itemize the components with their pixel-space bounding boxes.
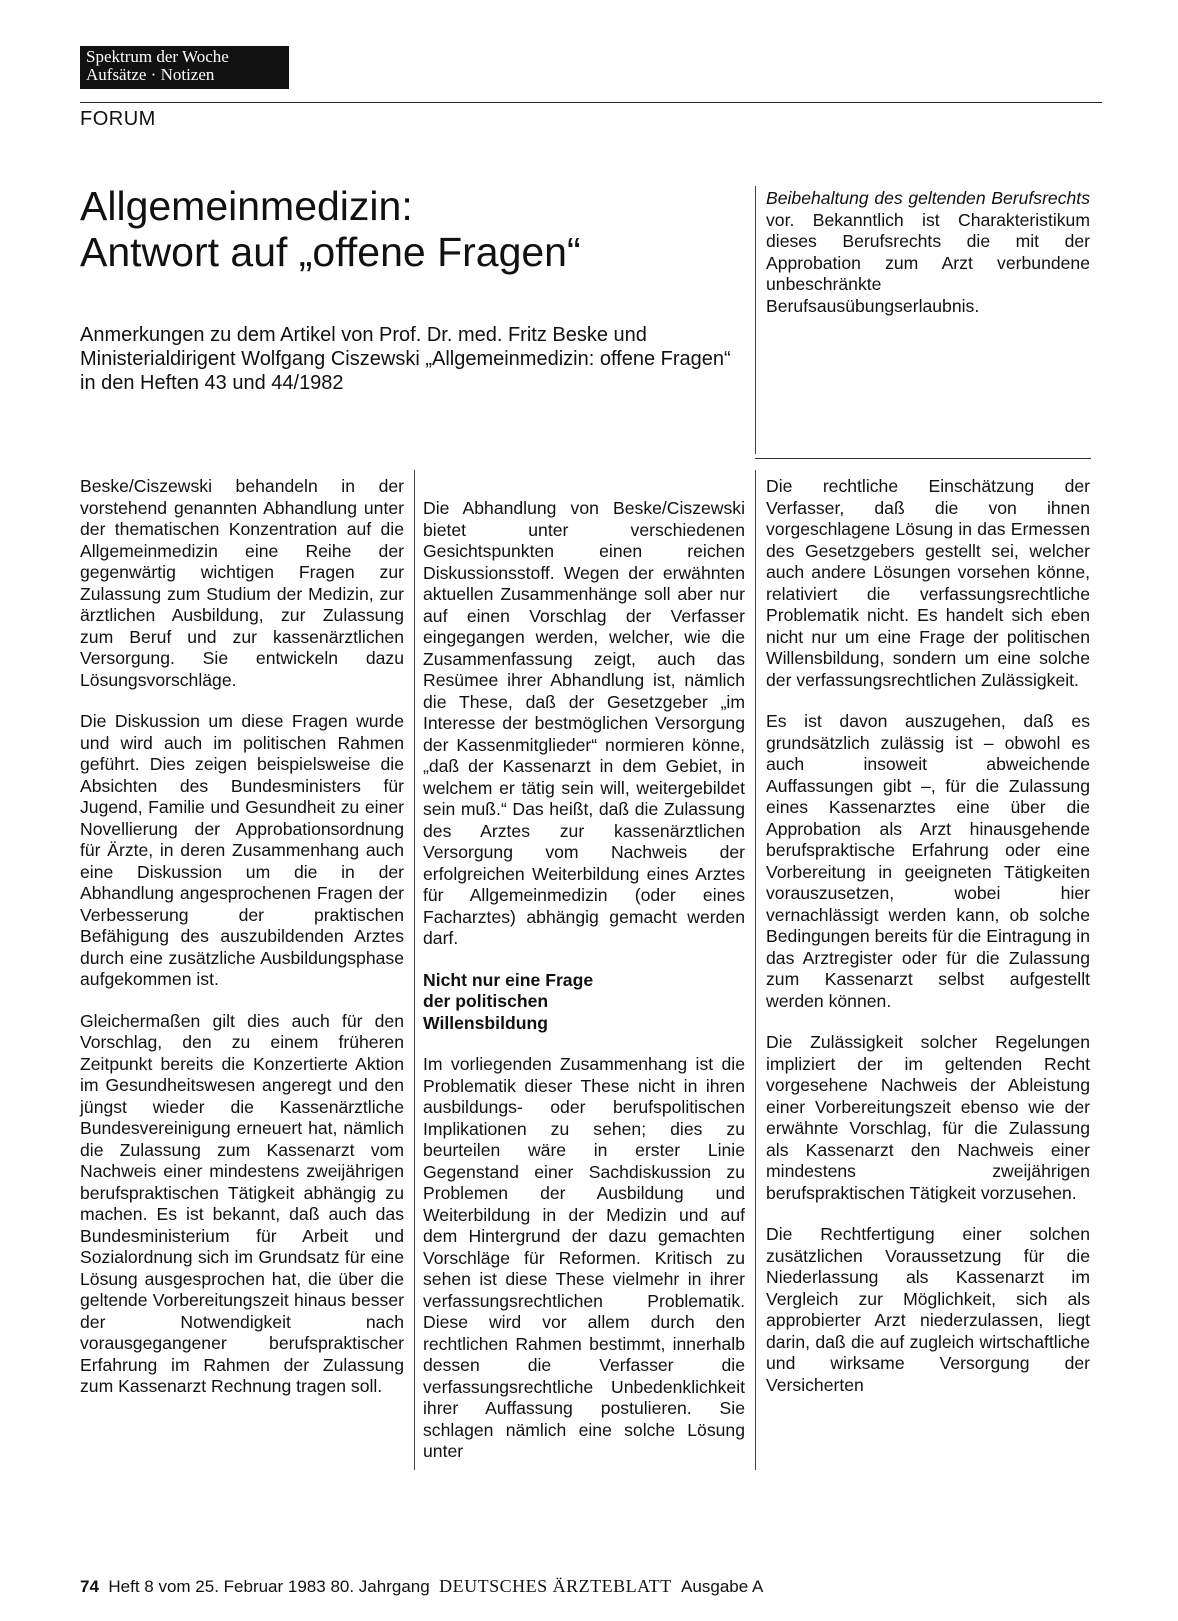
paragraph: Beske/Ciszewski behandeln in der vorstehend genannten Abhandlung unter der thematischen Konzentration auf die Allgemeinmedizin eine Reihe der gegenwärtig wichtigen Fragen zur Zulassung zum Studium der Medizin, zur ärztlichen Ausbildung, zur Zulassung zum Beruf und zur kassenärztlichen Versorgung. Sie entwickeln dazu Lösungsvorschläge. [80, 476, 404, 690]
paragraph-continuation: vor. Bekanntlich ist Charakteristikum dieses Berufsrechts die mit der Approbation zum Arzt verbundene unbeschränkte Berufsausübungserlaubnis. [766, 209, 1090, 316]
article-column-3-top [766, 188, 1090, 317]
paragraph: Die rechtliche Einschätzung der Verfasser, daß die von ihnen vorgeschlagene Lösung in das Ermessen des Gesetzgebers gestellt sei, welcher auch andere Lösungen vorsehen könne, relativiert die verfassungsrechtliche Problematik nicht. Es handelt sich eben nicht nur um eine Frage der politischen Willensbildung, sondern um eine solche der verfassungsrechtlichen Zulässigkeit. [766, 476, 1090, 690]
section-label-line1: Spektrum der Woche [86, 47, 229, 66]
title-line1: Allgemeinmedizin: [80, 183, 413, 229]
rubric-label: FORUM [80, 108, 156, 130]
section-label-box [80, 46, 289, 89]
article-title [80, 183, 720, 275]
paragraph: Die Rechtfertigung einer solchen zusätzlichen Voraussetzung für die Niederlassung als Kassenarzt im Vergleich zur Möglichkeit, sich als approbierter Arzt niederzulassen, liegt darin, daß die auf zugleich wirtschaftliche und wirksame Versorgung der Versicherten [766, 1224, 1090, 1395]
header-rule [80, 102, 1102, 103]
paragraph: Im vorliegenden Zusammenhang ist die Problematik dieser These nicht in ihren ausbildungs- oder berufspolitischen Implikationen zu sehen; dies zu beurteilen wäre in erster Linie Gegenstand einer Sachdiskussion zu Problemen der Ausbildung und Weiterbildung in der Medizin und auf dem Hintergrund der dazu gemachten Vorschläge für Reformen. Kritisch zu sehen ist diese These vielmehr in ihrer verfassungsrechtlichen Problematik. Diese wird vor allem durch den rechtlichen Rahmen bestimmt, innerhalb dessen die Verfasser die verfassungsrechtliche Unbedenklichkeit ihrer Auffassung postulieren. Sie schlagen nämlich eine solche Lösung unter [423, 1054, 745, 1461]
paragraph [766, 188, 1090, 317]
paragraph: Es ist davon auszugehen, daß es grundsätzlich zulässig ist – obwohl es auch insoweit abweichende Auffassungen gibt –, für die Zulassung eines Kassenarztes eine über die Approbation als Arzt hinausgehende berufspraktische Erfahrung oder eine Vorbereitung in geeigneten Tätigkeiten vorauszusetzen, wobei hier vernachlässigt werden kann, ob solche Bedingungen bereits für die Eintragung in das Arztregister oder für die Zulassung zum Kassenarzt selbst aufgestellt werden können. [766, 711, 1090, 1011]
paragraph: Gleichermaßen gilt dies auch für den Vorschlag, den zu einem früheren Zeitpunkt bereits die Konzertierte Aktion im Gesundheitswesen angeregt und den jüngst wieder die Kassenärztliche Bundesvereinigung erneuert hat, nämlich die Zulassung zum Kassenarzt vom Nachweis einer mindestens zweijährigen berufspraktischen Tätigkeit abhängig zu machen. Es ist bekannt, daß auch das Bundesministerium für Arbeit und Sozialordnung sich im Grundsatz für eine Lösung ausgesprochen hat, die über die geltende Vorbereitungszeit hinaus besser der Notwendigkeit nach vorausgegangener berufspraktischer Erfahrung im Rahmen der Zulassung zum Kassenarzt Rechnung tragen soll. [80, 1010, 404, 1396]
article-column-1 [80, 476, 404, 1418]
paragraph: Die Diskussion um diese Fragen wurde und wird auch im politischen Rahmen geführt. Dies zeigen beispielsweise die Absichten des Bundesministers für Jugend, Familie und Gesundheit zu einer Novellierung der Approbationsordnung für Ärzte, in deren Zusammenhang auch eine Diskussion um die in der Abhandlung angesprochenen Fragen der Verbesserung der praktischen Befähigung des auszubildenden Arztes durch eine zusätzliche Ausbildungsphase aufgekommen ist. [80, 711, 404, 989]
paragraph: Die Abhandlung von Beske/Ciszewski bietet unter verschiedenen Gesichtspunkten einen reichen Diskussionsstoff. Wegen der erwähnten aktuellen Zusammenhänge soll aber nur auf einen Vorschlag der Verfasser eingegangen werden, welcher, wie die Zusammenfassung zeigt, auch das Resümee ihrer Abhandlung ist, nämlich die These, daß der Gesetzgeber „im Interesse der bestmöglichen Versorgung der Kassenmitglieder“ normieren könne, „daß der Kassenarzt in dem Gebiet, in welchem er tätig sein will, weitergebildet sein muß.“ Das heißt, daß die Zulassung des Arztes zur kassenärztlichen Versorgung vom Nachweis der erfolgreichen Weiterbildung eines Arztes für Allgemeinmedizin (oder eines Facharztes) abhängig gemacht werden darf. [423, 498, 745, 948]
section-label-line2: Aufsätze · Notizen [86, 65, 215, 84]
article-column-2 [423, 498, 745, 1483]
issue-info: Heft 8 vom 25. Februar 1983 80. Jahrgang [108, 1577, 430, 1596]
page-footer [80, 1576, 763, 1597]
paragraph: Die Zulässigkeit solcher Regelungen impliziert der im geltenden Recht vorgesehene Nachweis der Ableistung einer Vorbereitungszeit ebenso wie der erwähnte Vorschlag, für die Zulassung als Kassenarzt den Nachweis einer mindestens zweijährigen berufspraktischen Tätigkeit vorzusehen. [766, 1032, 1090, 1203]
edition-label: Ausgabe A [681, 1577, 764, 1596]
subheading: Nicht nur eine Frage der politischen Willensbildung [423, 969, 594, 1033]
magazine-name: DEUTSCHES ÄRZTEBLATT [439, 1576, 672, 1596]
column-divider-3 [755, 186, 756, 454]
article-column-3 [766, 476, 1090, 1416]
page-number: 74 [80, 1577, 99, 1596]
column-divider-2 [755, 470, 756, 1470]
article-subtitle: Anmerkungen zu dem Artikel von Prof. Dr. med. Fritz Beske und Ministerialdirigent Wolfgang Ciszewski „Allgemeinmedizin: offene Fragen“ in den Heften 43 und 44/1982 [80, 324, 731, 394]
emphasis-text: Beibehaltung des geltenden Berufsrechts [766, 188, 1090, 208]
title-line2: Antwort auf „offene Fragen“ [80, 229, 581, 275]
column-divider-1 [414, 470, 415, 1470]
column-top-rule [755, 458, 1091, 459]
